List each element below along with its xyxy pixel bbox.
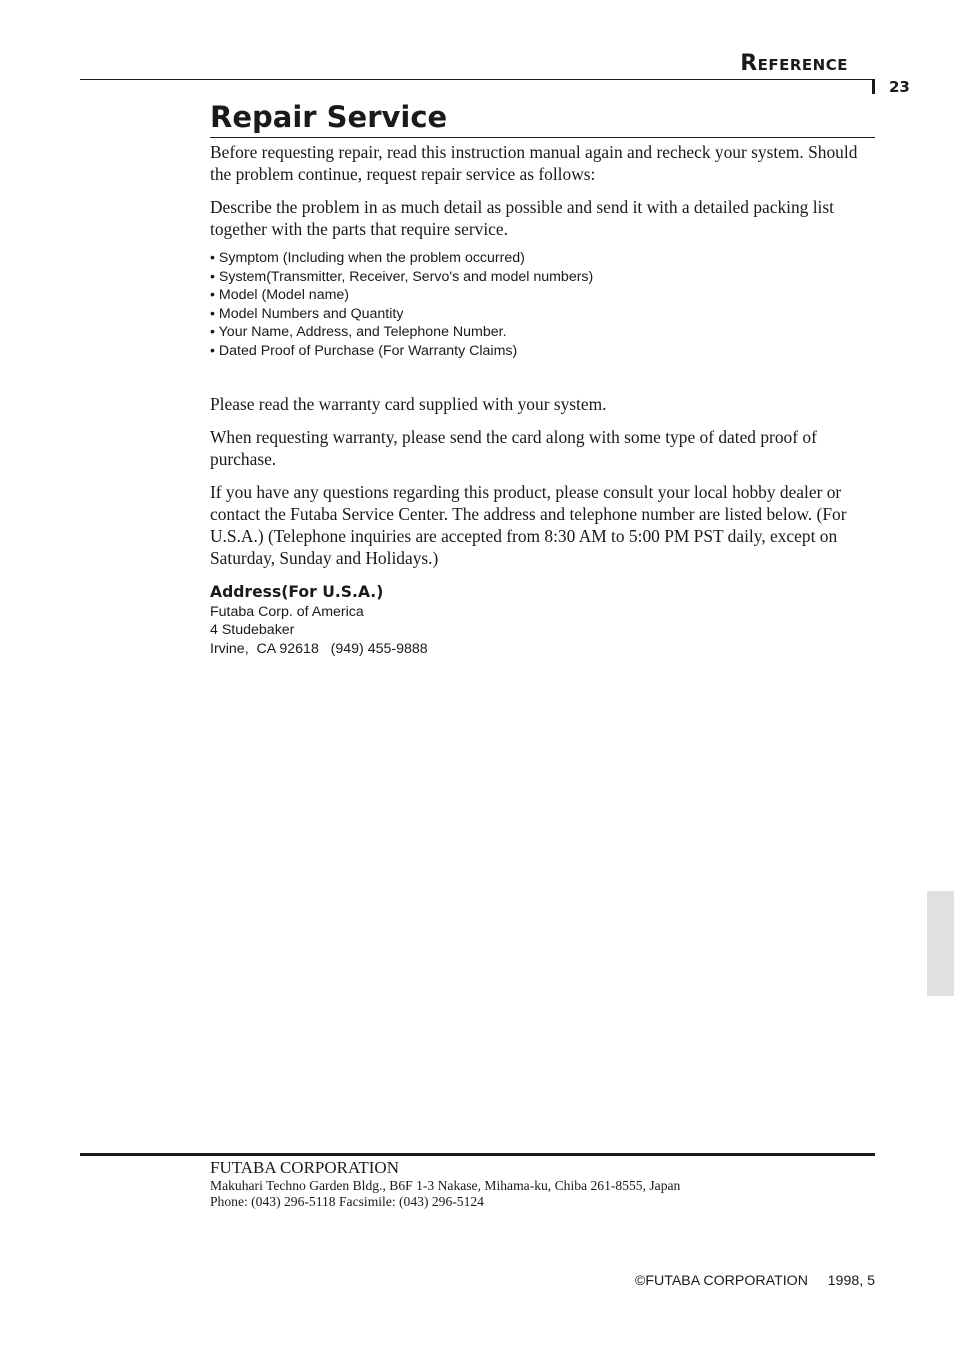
checklist-item: • Your Name, Address, and Telephone Number. <box>210 324 507 341</box>
repair-checklist <box>210 249 878 361</box>
footer-company-info <box>210 1158 680 1209</box>
footer-rule <box>80 1153 875 1156</box>
title-rule <box>210 137 875 138</box>
address-line: Irvine, CA 92618 (949) 455-9888 <box>210 640 428 657</box>
address-block <box>210 603 878 659</box>
warranty-paragraph-2: When requesting warranty, please send the card along with some type of dated proof of purchase. <box>210 426 817 469</box>
address-line: 4 Studebaker <box>210 622 295 639</box>
checklist-item: • Model (Model name) <box>210 287 350 304</box>
footer-address: Makuhari Techno Garden Bldg., B6F 1-3 Nakase, Mihama-ku, Chiba 261-8555, Japan <box>210 1178 681 1193</box>
section-label: Reference <box>740 51 848 76</box>
page-number: 23 <box>889 78 910 96</box>
section-thumb-tab <box>927 891 954 996</box>
address-line: Futaba Corp. of America <box>210 603 364 620</box>
copyright-notice: ©FUTABA CORPORATION 1998, 5 <box>634 1273 875 1289</box>
warranty-paragraph-3: If you have any questions regarding this product, please consult your local hobby dealer or contact the Futaba Service Center. The address and telephone number are listed below. (For U.S.A.) (Telephone inquiries are accepted from 8:30 AM to 5:00 PM PST daily, except on Saturday, Sunday and Holidays.) <box>210 481 847 568</box>
page-tick-mark <box>872 79 875 94</box>
checklist-item: • Dated Proof of Purchase (For Warranty Claims) <box>210 342 518 359</box>
checklist-item: • Symptom (Including when the problem occurred) <box>210 250 525 266</box>
footer-company-name: FUTABA CORPORATION <box>210 1158 399 1177</box>
header-rule <box>80 79 875 80</box>
checklist-item: • Model Numbers and Quantity <box>210 305 404 322</box>
page-title: Repair Service <box>210 100 448 134</box>
address-heading: Address(For U.S.A.) <box>210 582 384 601</box>
body-content <box>210 141 878 658</box>
checklist-item: • System(Transmitter, Receiver, Servo's and model numbers) <box>210 268 594 285</box>
warranty-paragraph-1: Please read the warranty card supplied with your system. <box>210 393 607 414</box>
intro-paragraph-2: Describe the problem in as much detail as possible and send it with a detailed packing list together with the parts that require service. <box>210 197 834 239</box>
footer-phone: Phone: (043) 296-5118 Facsimile: (043) 296-5124 <box>210 1193 484 1209</box>
intro-paragraph-1: Before requesting repair, read this instruction manual again and recheck your system. Should the problem continue, request repair service as follows: <box>210 142 858 184</box>
